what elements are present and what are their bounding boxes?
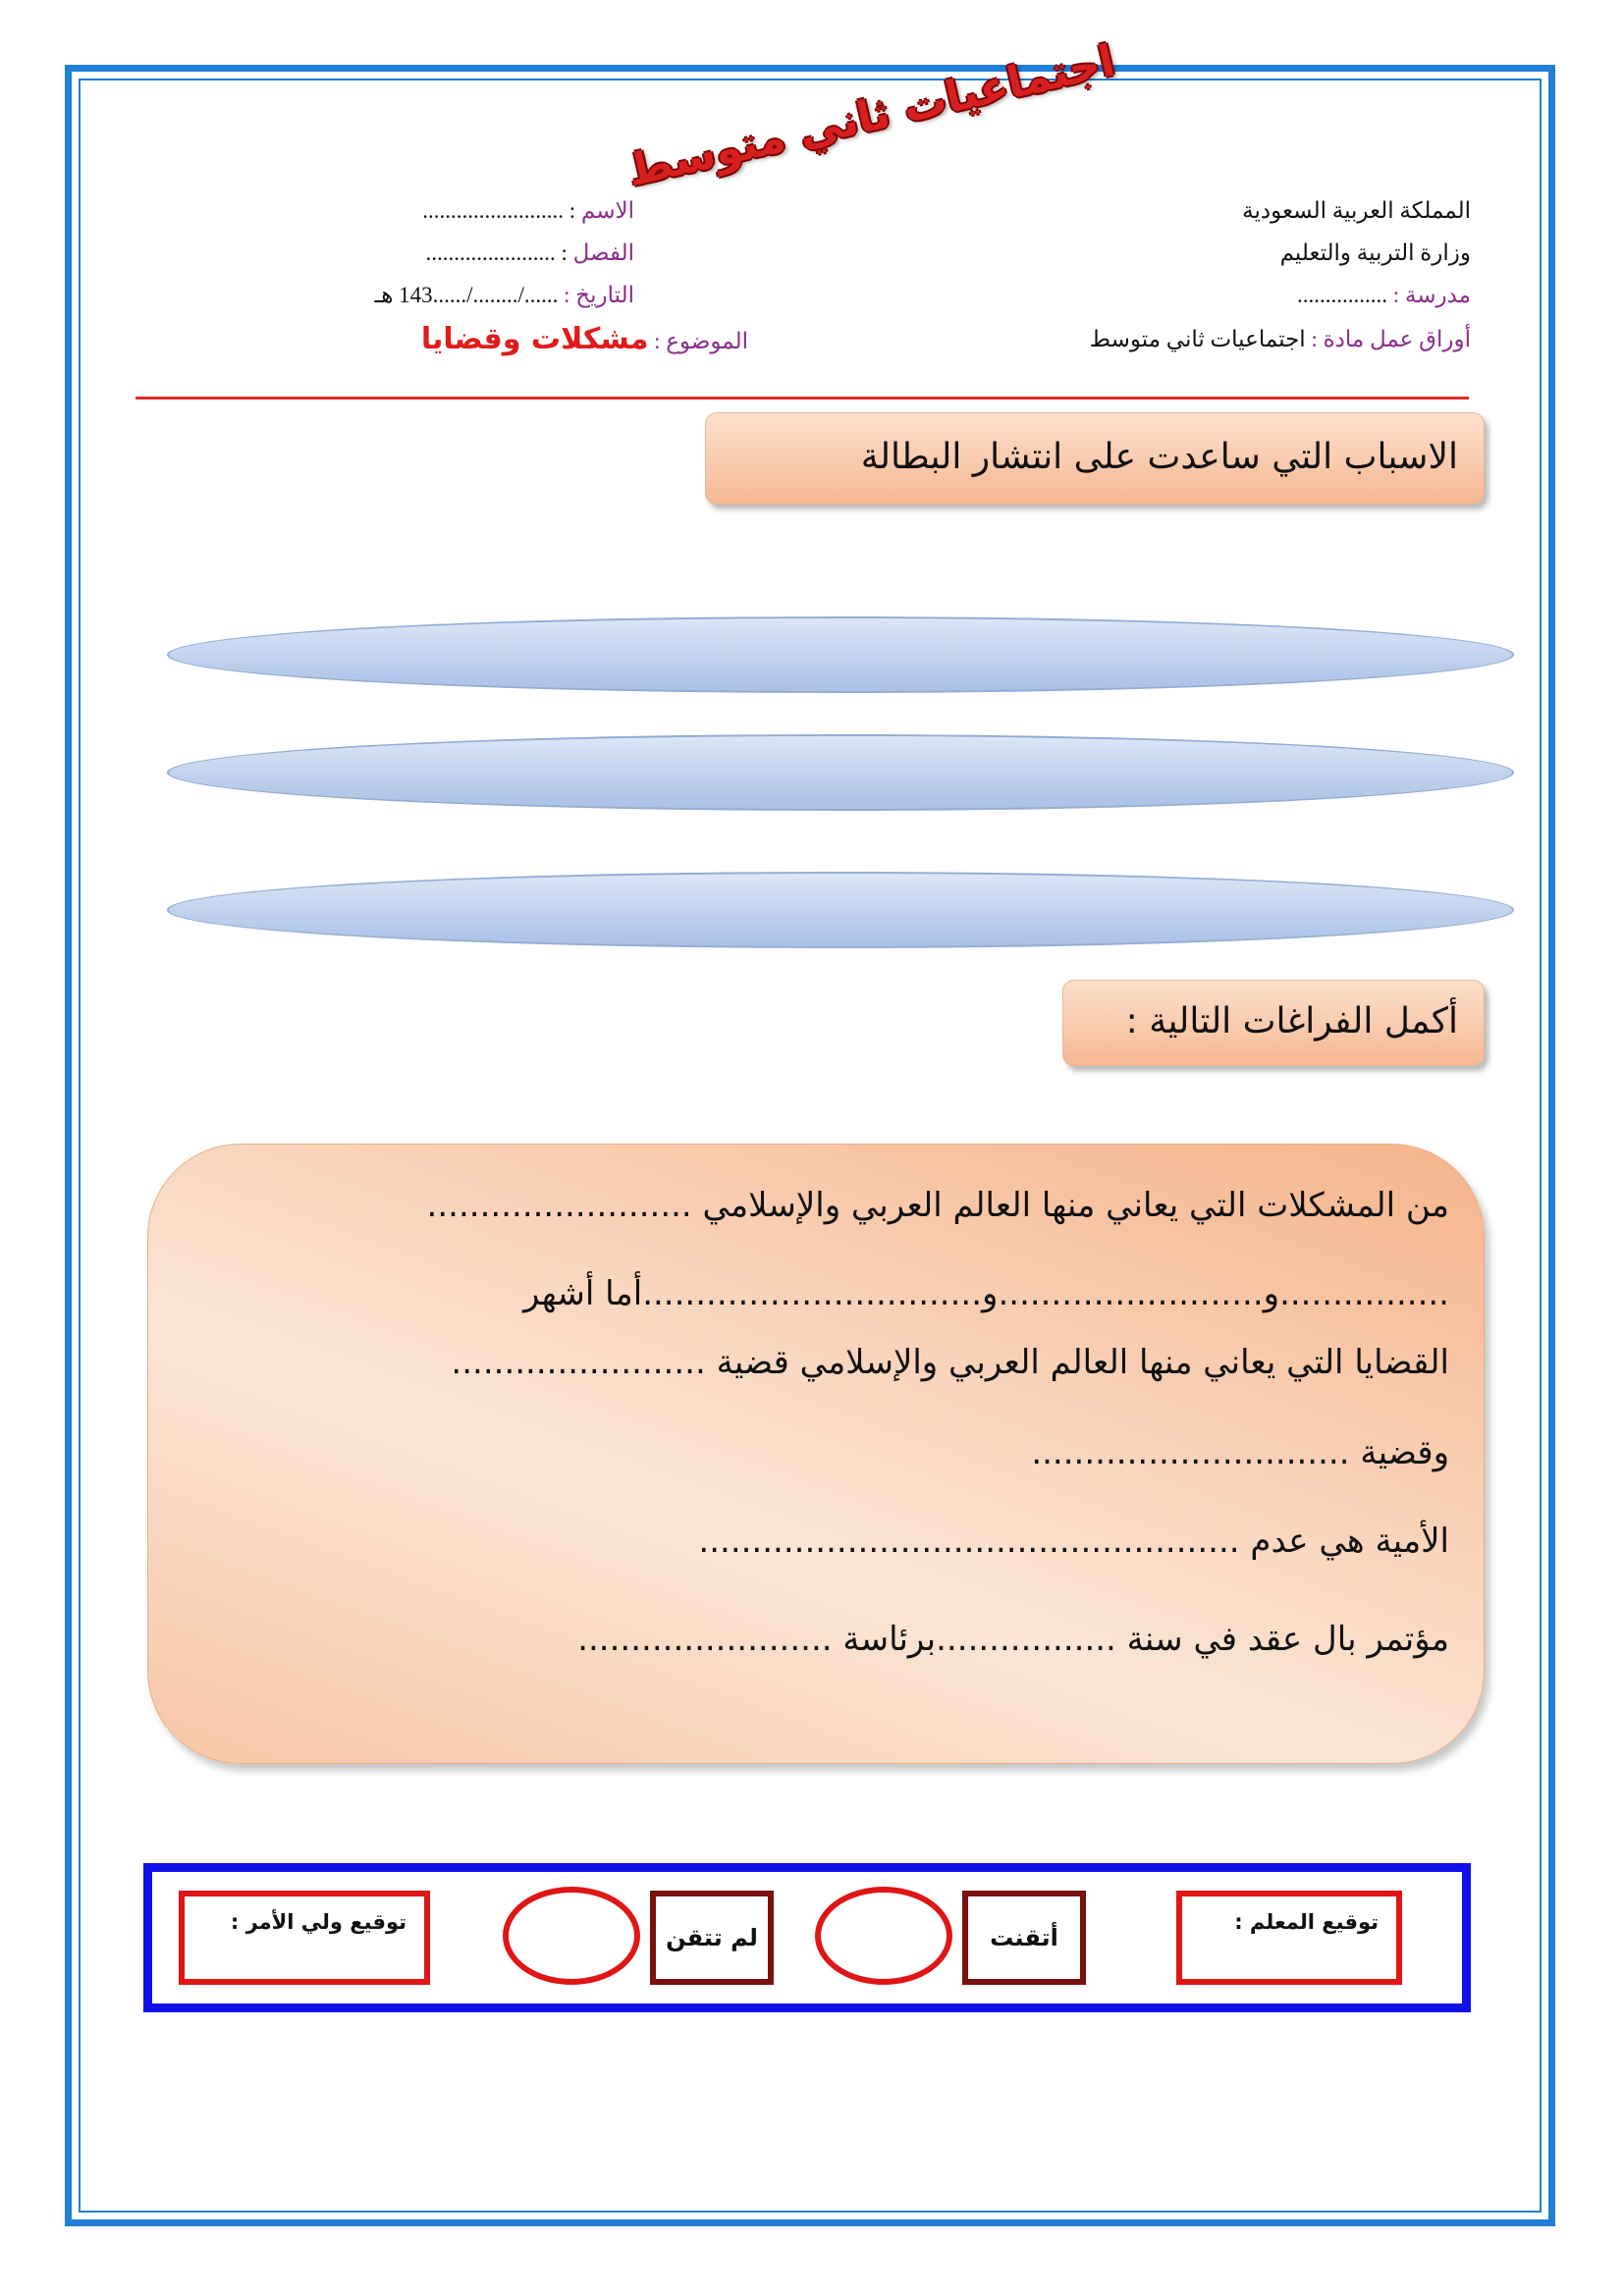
school-label: مدرسة :: [1392, 283, 1471, 307]
kingdom-label: المملكة العربية السعودية: [1242, 198, 1471, 223]
fill-line-3[interactable]: القضايا التي يعاني منها العالم العربي والإسلامي قضية ........................: [451, 1343, 1449, 1382]
name-label: الاسم: [580, 198, 634, 223]
subject-line: [1090, 325, 1471, 354]
mastered-circle[interactable]: [815, 1887, 952, 1985]
topic-label: الموضوع :: [654, 329, 748, 353]
mastered-label: أتقنت: [962, 1891, 1086, 1985]
ministry-label: وزارة التربية والتعليم: [1279, 240, 1471, 265]
date-line: [375, 281, 635, 310]
school-value[interactable]: ................: [1297, 283, 1387, 307]
header-divider: [135, 397, 1469, 400]
answer-ellipse-2[interactable]: [167, 734, 1514, 811]
fill-line-2[interactable]: ................و.........................و................................أما أشهر: [523, 1274, 1449, 1313]
not-mastered-circle[interactable]: [503, 1887, 640, 1985]
section1-title: الاسباب التي ساعدت على انتشار البطالة: [705, 412, 1485, 505]
topic-value: مشكلات وقضايا: [420, 322, 649, 356]
school-line: [1297, 281, 1471, 310]
subject-value: اجتماعيات ثاني متوسط: [1089, 327, 1306, 351]
guardian-signature-box[interactable]: توقيع ولي الأمر :: [179, 1891, 430, 1985]
date-field[interactable]: ....../......../......143 هـ: [374, 283, 559, 307]
topic-line: [420, 322, 748, 356]
name-line: [422, 196, 634, 226]
name-field[interactable]: : .........................: [422, 198, 576, 223]
teacher-signature-box[interactable]: توقيع المعلم :: [1176, 1891, 1402, 1985]
wordart-title: اجتماعيات ثاني متوسط: [623, 35, 1120, 197]
answer-ellipse-3[interactable]: [167, 872, 1514, 948]
class-label: الفصل: [572, 240, 634, 265]
answer-ellipse-1[interactable]: [167, 616, 1514, 693]
class-field[interactable]: : .......................: [425, 240, 568, 265]
date-label: التاريخ :: [564, 283, 634, 307]
section2-title: أكمل الفراغات التالية :: [1062, 980, 1485, 1066]
not-mastered-label: لم تتقن: [650, 1891, 774, 1985]
fill-line-1[interactable]: من المشكلات التي يعاني منها العالم العربي والإسلامي .........................: [426, 1186, 1449, 1225]
fill-line-5[interactable]: الأمية هي عدم ...................................................: [698, 1522, 1449, 1561]
fill-line-6[interactable]: مؤتمر بال عقد في سنة .................برئاسة ........................: [577, 1620, 1449, 1659]
fill-line-4[interactable]: وقضية ..............................: [1031, 1433, 1449, 1472]
subject-label: أوراق عمل مادة :: [1311, 327, 1471, 351]
class-line: [425, 239, 634, 268]
